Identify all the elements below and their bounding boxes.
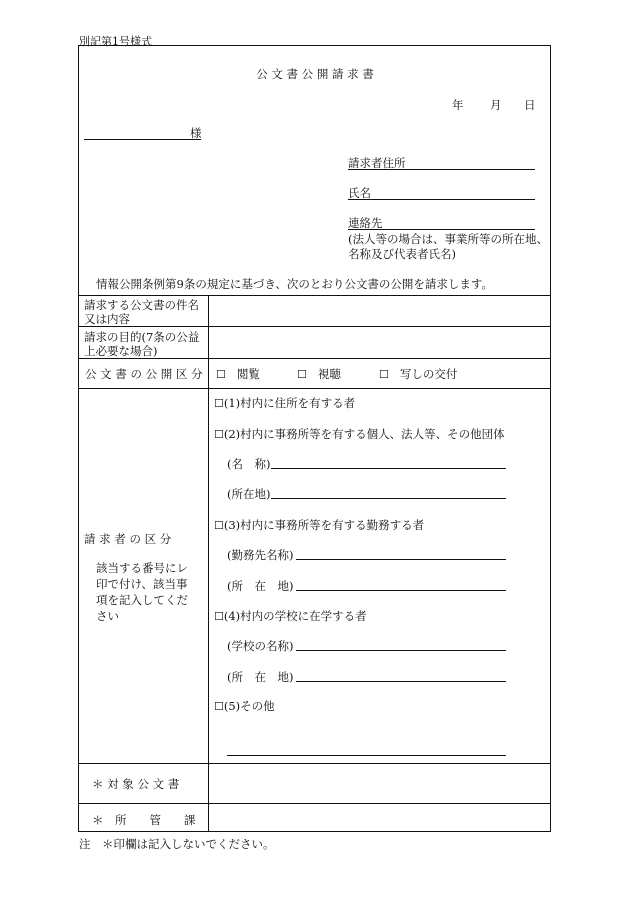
purpose-label-line2: 上必要な場合): [84, 344, 158, 358]
category-note-line3: 項を記入してくだ: [96, 593, 188, 607]
category-item-1[interactable]: [214, 395, 355, 411]
method-option-view[interactable]: [216, 366, 260, 382]
row-rule-5: [78, 803, 551, 804]
requester-name-field[interactable]: [348, 199, 535, 200]
column-divider: [208, 295, 209, 832]
category-note-line4: さい: [96, 609, 119, 623]
category-item-4[interactable]: [214, 608, 367, 624]
method-option-copy-label: 写しの交付: [399, 367, 458, 381]
date-month: 月: [490, 98, 502, 112]
target-docs-field[interactable]: [210, 765, 549, 802]
org-location-field[interactable]: [271, 498, 506, 499]
addressee-suffix: 様: [190, 126, 202, 140]
other-field[interactable]: [227, 755, 506, 756]
requester-contact-label: 連絡先: [348, 216, 383, 230]
category-item-3-label: (3)村内に事務所等を有する勤務する者: [223, 518, 425, 532]
row-rule-4: [78, 763, 551, 764]
category-item-5[interactable]: [214, 698, 275, 714]
target-docs-label: ＊ 対 象 公 文 書: [92, 777, 180, 791]
org-name-field[interactable]: [271, 468, 506, 469]
addressee-line[interactable]: [84, 139, 201, 140]
category-item-2-label: (2)村内に事務所等を有する個人、法人等、その他団体: [223, 427, 505, 441]
category-item-2[interactable]: [214, 426, 505, 442]
purpose-field[interactable]: [210, 328, 549, 357]
method-label: 公 文 書 の 公 開 区 分: [85, 367, 203, 381]
requester-note-line2: 名称及び代表者氏名): [348, 247, 456, 261]
request-statement: 情報公開条例第9条の規定に基づき、次のとおり公文書の公開を請求します。: [96, 277, 493, 291]
requester-address-field[interactable]: [348, 169, 535, 170]
section-label: ＊ 所 管 課: [92, 813, 196, 827]
subject-field[interactable]: [210, 297, 549, 325]
checkbox-icon[interactable]: ☐: [214, 428, 224, 441]
subject-label-line2: 又は内容: [84, 312, 130, 326]
table-top-rule: [78, 295, 551, 296]
form-number: 別記第1号様式: [79, 35, 152, 48]
footer-note: 注 ＊印欄は記入しないでください。: [79, 837, 275, 851]
method-option-copy[interactable]: [379, 366, 457, 382]
checkbox-icon[interactable]: ☐: [216, 368, 226, 381]
checkbox-icon[interactable]: ☐: [297, 368, 307, 381]
category-note-line2: 印で付け、該当事: [96, 577, 188, 591]
method-option-listen-label: 視聴: [317, 367, 341, 381]
checkbox-icon[interactable]: ☐: [214, 397, 224, 410]
row-rule-1: [78, 326, 551, 327]
category-item-5-label: (5)その他: [223, 699, 275, 713]
org-name-label: (名 称): [227, 457, 271, 471]
work-location-label: (所 在 地): [227, 579, 294, 593]
method-option-view-label: 閲覧: [236, 367, 260, 381]
subject-label-line1: 請求する公文書の件名: [84, 298, 199, 312]
purpose-label-line1: 請求の目的(7条の公益: [84, 330, 200, 344]
requester-address-label: 請求者住所: [348, 156, 406, 170]
category-item-4-label: (4)村内の学校に在学する者: [223, 609, 367, 623]
category-label: 請 求 者 の 区 分: [84, 532, 172, 546]
category-item-1-label: (1)村内に住所を有する者: [223, 396, 356, 410]
requester-note-line1: (法人等の場合は、事業所等の所在地、: [348, 232, 548, 246]
checkbox-icon[interactable]: ☐: [379, 368, 389, 381]
date-year: 年: [452, 98, 464, 112]
workplace-name-field[interactable]: [296, 559, 506, 560]
work-location-field[interactable]: [296, 590, 506, 591]
section-field[interactable]: [210, 805, 549, 830]
checkbox-icon[interactable]: ☐: [214, 700, 224, 713]
date-day: 日: [524, 98, 536, 112]
method-option-listen[interactable]: [297, 366, 341, 382]
checkbox-icon[interactable]: ☐: [214, 519, 224, 532]
requester-name-label: 氏名: [348, 186, 371, 200]
requester-contact-field[interactable]: [348, 229, 535, 230]
form-title: 公 文 書 公 開 請 求 書: [256, 67, 374, 81]
row-rule-3: [78, 388, 551, 389]
workplace-name-label: (勤務先名称): [227, 548, 294, 562]
school-name-field[interactable]: [296, 650, 506, 651]
category-item-3[interactable]: [214, 517, 424, 533]
checkbox-icon[interactable]: ☐: [214, 610, 224, 623]
school-name-label: (学校の名称): [227, 639, 294, 653]
school-location-label: (所 在 地): [227, 670, 294, 684]
org-location-label: (所在地): [227, 487, 271, 501]
category-note-line1: 該当する番号にレ: [96, 561, 188, 575]
school-location-field[interactable]: [296, 681, 506, 682]
